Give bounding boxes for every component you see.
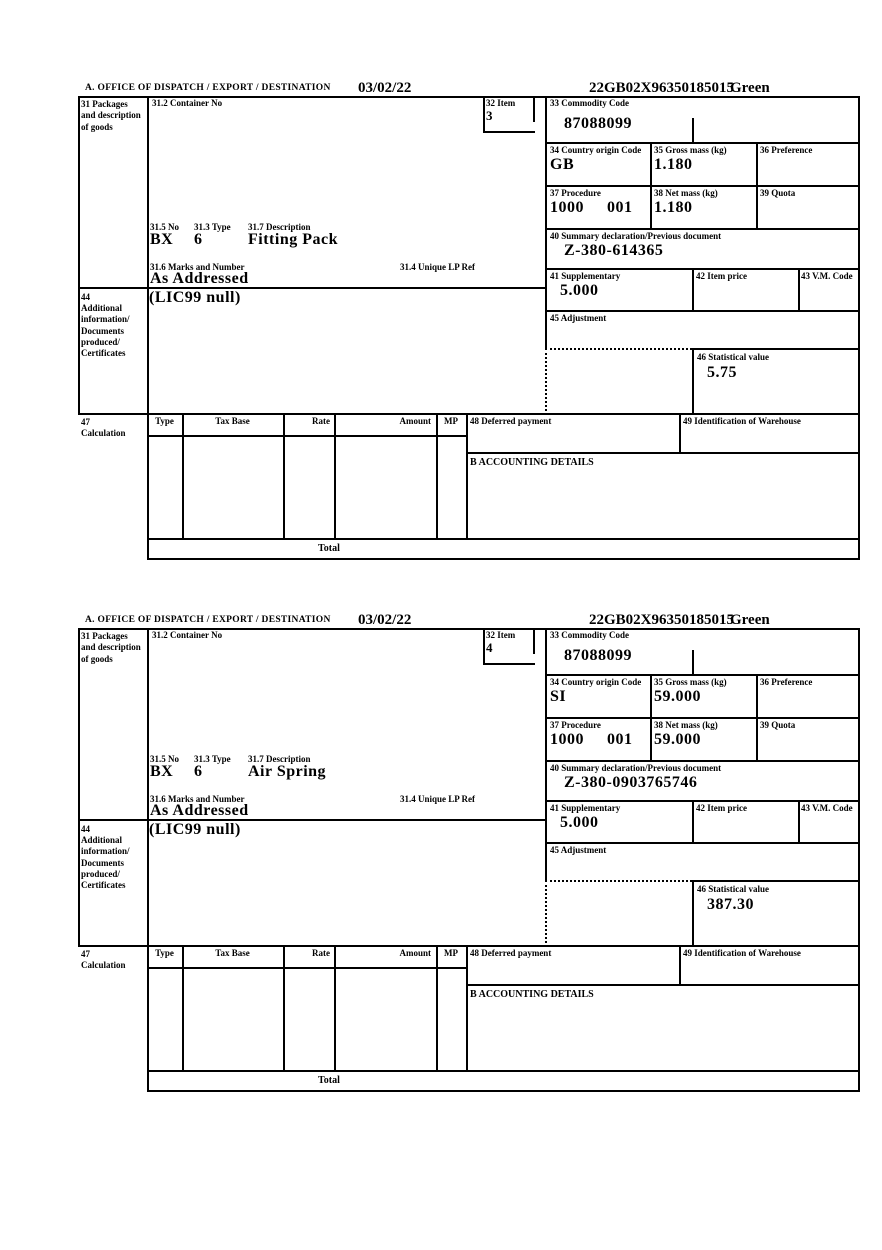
box44-number: 44 — [81, 824, 90, 834]
accounting-details-label: B ACCOUNTING DETAILS — [470, 457, 594, 468]
grid-line — [533, 96, 535, 122]
grid-line — [147, 1070, 860, 1072]
goods-description-value: Air Spring — [248, 763, 327, 780]
box47-number: 47 — [81, 417, 90, 427]
item-price-label: 42 Item price — [696, 803, 747, 813]
grid-line — [483, 628, 485, 665]
previous-document-label: 40 Summary declaration/Previous document — [550, 231, 722, 241]
unique-lp-ref-label: 31.4 Unique LP Ref — [400, 794, 476, 804]
calc-col-mp-header: MP — [444, 416, 458, 426]
grid-line — [334, 413, 336, 540]
grid-line — [147, 538, 860, 540]
calc-col-rate-header: Rate — [312, 948, 330, 958]
statistical-value-label: 46 Statistical value — [697, 352, 769, 362]
procedure-value: 1000 — [550, 199, 584, 216]
grid-line — [283, 413, 285, 540]
calc-col-amount-header: Amount — [399, 948, 431, 958]
routing-status: Green — [730, 612, 770, 628]
commodity-code-label: 33 Commodity Code — [550, 98, 629, 108]
country-origin-label: 34 Country origin Code — [550, 677, 642, 687]
grid-line — [78, 945, 860, 947]
net-mass-value: 1.180 — [654, 199, 693, 216]
grid-line — [436, 413, 438, 540]
previous-document-value: Z-380-0903765746 — [564, 774, 698, 791]
additional-info-value: (LIC99 null) — [149, 289, 241, 306]
preference-label: 36 Preference — [760, 145, 813, 155]
item-number-label: 32 Item — [486, 98, 516, 108]
box47-number: 47 — [81, 949, 90, 959]
grid-line — [466, 452, 860, 454]
package-type-value: 6 — [194, 231, 203, 248]
procedure-label: 37 Procedure — [550, 188, 601, 198]
grid-line — [545, 185, 860, 187]
container-no-label: 31.2 Container No — [152, 98, 223, 108]
section-content — [0, 80, 882, 580]
item-price-label: 42 Item price — [696, 271, 747, 281]
grid-line — [798, 268, 800, 312]
grid-line — [545, 142, 860, 144]
grid-line — [545, 842, 860, 844]
total-label: Total — [318, 1075, 340, 1086]
box47-label: Calculation — [81, 960, 126, 970]
declaration-item-section-2 — [0, 612, 882, 1112]
grid-line — [692, 880, 860, 882]
container-no-label: 31.2 Container No — [152, 630, 223, 640]
quota-label: 39 Quota — [760, 188, 796, 198]
warehouse-id-label: 49 Identification of Warehouse — [683, 948, 801, 958]
description-label: 31.7 Description — [248, 222, 311, 232]
commodity-code-value: 87088099 — [564, 647, 632, 664]
box31-label: 31 Packages and description of goods — [81, 99, 141, 132]
calc-col-rate-header: Rate — [312, 416, 330, 426]
country-origin-label: 34 Country origin Code — [550, 145, 642, 155]
declaration-date: 03/02/22 — [358, 80, 412, 96]
dotted-boundary-line — [545, 348, 547, 415]
deferred-payment-label: 48 Deferred payment — [470, 948, 552, 958]
net-mass-value: 59.000 — [654, 731, 701, 748]
grid-line — [756, 674, 758, 762]
grid-line — [436, 945, 438, 1072]
declaration-reference: 22GB02X96350185015 — [589, 80, 735, 96]
grid-line — [483, 663, 535, 665]
grid-line — [679, 945, 681, 986]
marks-value: As Addressed — [150, 802, 249, 819]
procedure-label: 37 Procedure — [550, 720, 601, 730]
declaration-item-section-1 — [0, 80, 882, 580]
gross-mass-label: 35 Gross mass (kg) — [654, 145, 727, 155]
supplementary-label: 41 Supplementary — [550, 803, 621, 813]
grid-line — [692, 348, 694, 413]
quota-label: 39 Quota — [760, 720, 796, 730]
box44-label: Additional information/ Documents produced/ Certificates — [81, 835, 130, 890]
box31-label: 31 Packages and description of goods — [81, 631, 141, 664]
grid-line — [483, 131, 535, 133]
package-no-label: 31.5 No — [150, 222, 179, 232]
dotted-boundary-line — [545, 880, 547, 947]
grid-line — [650, 142, 652, 230]
marks-label: 31.6 Marks and Number — [150, 794, 245, 804]
grid-line — [334, 945, 336, 1072]
grid-line — [147, 967, 468, 969]
procedure-extension-value: 001 — [607, 731, 633, 748]
adjustment-label: 45 Adjustment — [550, 845, 607, 855]
grid-line — [692, 348, 860, 350]
grid-line — [78, 96, 80, 415]
grid-line — [545, 800, 860, 802]
vm-code-label: 43 V.M. Code — [801, 271, 853, 281]
grid-line — [147, 96, 149, 560]
procedure-value: 1000 — [550, 731, 584, 748]
previous-document-value: Z-380-614365 — [564, 242, 664, 259]
box44-label: Additional information/ Documents produced/ Certificates — [81, 303, 130, 358]
gross-mass-label: 35 Gross mass (kg) — [654, 677, 727, 687]
package-type-label: 31.3 Type — [194, 222, 231, 232]
sad-form-grid — [78, 96, 860, 560]
grid-line — [466, 945, 468, 1072]
unique-lp-ref-label: 31.4 Unique LP Ref — [400, 262, 476, 272]
grid-line — [692, 880, 694, 945]
grid-line — [182, 945, 184, 1072]
preference-label: 36 Preference — [760, 677, 813, 687]
dotted-boundary-line — [545, 348, 692, 350]
grid-line — [283, 945, 285, 1072]
sad-form-grid — [78, 628, 860, 1092]
package-type-label: 31.3 Type — [194, 754, 231, 764]
grid-line — [78, 413, 860, 415]
country-origin-value: SI — [550, 688, 567, 705]
deferred-payment-label: 48 Deferred payment — [470, 416, 552, 426]
grid-line — [692, 118, 694, 144]
supplementary-label: 41 Supplementary — [550, 271, 621, 281]
marks-value: As Addressed — [150, 270, 249, 287]
grid-line — [858, 628, 860, 1092]
office-of-dispatch-label: A. OFFICE OF DISPATCH / EXPORT / DESTINATION — [85, 615, 331, 625]
grid-line — [798, 800, 800, 844]
calc-col-type-header: Type — [155, 416, 174, 426]
total-label: Total — [318, 543, 340, 554]
grid-line — [147, 1090, 860, 1092]
box47-label: Calculation — [81, 428, 126, 438]
grid-line — [147, 628, 149, 1092]
box44-number: 44 — [81, 292, 90, 302]
grid-line — [545, 310, 860, 312]
net-mass-label: 38 Net mass (kg) — [654, 188, 718, 198]
grid-line — [545, 760, 860, 762]
grid-line — [858, 96, 860, 560]
accounting-details-label: B ACCOUNTING DETAILS — [470, 989, 594, 1000]
gross-mass-value: 1.180 — [654, 156, 693, 173]
calc-col-taxbase-header: Tax Base — [215, 948, 250, 958]
grid-line — [692, 650, 694, 676]
grid-line — [147, 435, 468, 437]
supplementary-value: 5.000 — [560, 814, 599, 831]
previous-document-label: 40 Summary declaration/Previous document — [550, 763, 722, 773]
grid-line — [756, 142, 758, 230]
item-number-value: 4 — [486, 640, 493, 655]
net-mass-label: 38 Net mass (kg) — [654, 720, 718, 730]
grid-line — [466, 413, 468, 540]
statistical-value: 387.30 — [707, 896, 754, 913]
statistical-value-label: 46 Statistical value — [697, 884, 769, 894]
gross-mass-value: 59.000 — [654, 688, 701, 705]
office-of-dispatch-label: A. OFFICE OF DISPATCH / EXPORT / DESTINATION — [85, 83, 331, 93]
grid-line — [466, 984, 860, 986]
description-label: 31.7 Description — [248, 754, 311, 764]
statistical-value: 5.75 — [707, 364, 737, 381]
grid-line — [545, 717, 860, 719]
vm-code-label: 43 V.M. Code — [801, 803, 853, 813]
country-origin-value: GB — [550, 156, 575, 173]
calc-col-mp-header: MP — [444, 948, 458, 958]
commodity-code-label: 33 Commodity Code — [550, 630, 629, 640]
calc-col-taxbase-header: Tax Base — [215, 416, 250, 426]
marks-label: 31.6 Marks and Number — [150, 262, 245, 272]
goods-description-value: Fitting Pack — [248, 231, 338, 248]
commodity-code-value: 87088099 — [564, 115, 632, 132]
declaration-date: 03/02/22 — [358, 612, 412, 628]
grid-line — [78, 628, 80, 947]
dotted-boundary-line — [545, 880, 692, 882]
calc-col-amount-header: Amount — [399, 416, 431, 426]
grid-line — [182, 413, 184, 540]
package-no-value: BX — [150, 231, 174, 248]
additional-info-value: (LIC99 null) — [149, 821, 241, 838]
grid-line — [147, 558, 860, 560]
item-number-value: 3 — [486, 108, 493, 123]
declaration-reference: 22GB02X96350185015 — [589, 612, 735, 628]
package-no-value: BX — [150, 763, 174, 780]
warehouse-id-label: 49 Identification of Warehouse — [683, 416, 801, 426]
adjustment-label: 45 Adjustment — [550, 313, 607, 323]
grid-line — [545, 228, 860, 230]
section-content — [0, 612, 882, 1112]
grid-line — [692, 268, 694, 312]
grid-line — [545, 268, 860, 270]
grid-line — [483, 96, 485, 133]
package-no-label: 31.5 No — [150, 754, 179, 764]
package-type-value: 6 — [194, 763, 203, 780]
supplementary-value: 5.000 — [560, 282, 599, 299]
calc-col-type-header: Type — [155, 948, 174, 958]
item-number-label: 32 Item — [486, 630, 516, 640]
grid-line — [679, 413, 681, 454]
grid-line — [692, 800, 694, 844]
grid-line — [650, 674, 652, 762]
procedure-extension-value: 001 — [607, 199, 633, 216]
routing-status: Green — [730, 80, 770, 96]
grid-line — [545, 674, 860, 676]
grid-line — [533, 628, 535, 654]
